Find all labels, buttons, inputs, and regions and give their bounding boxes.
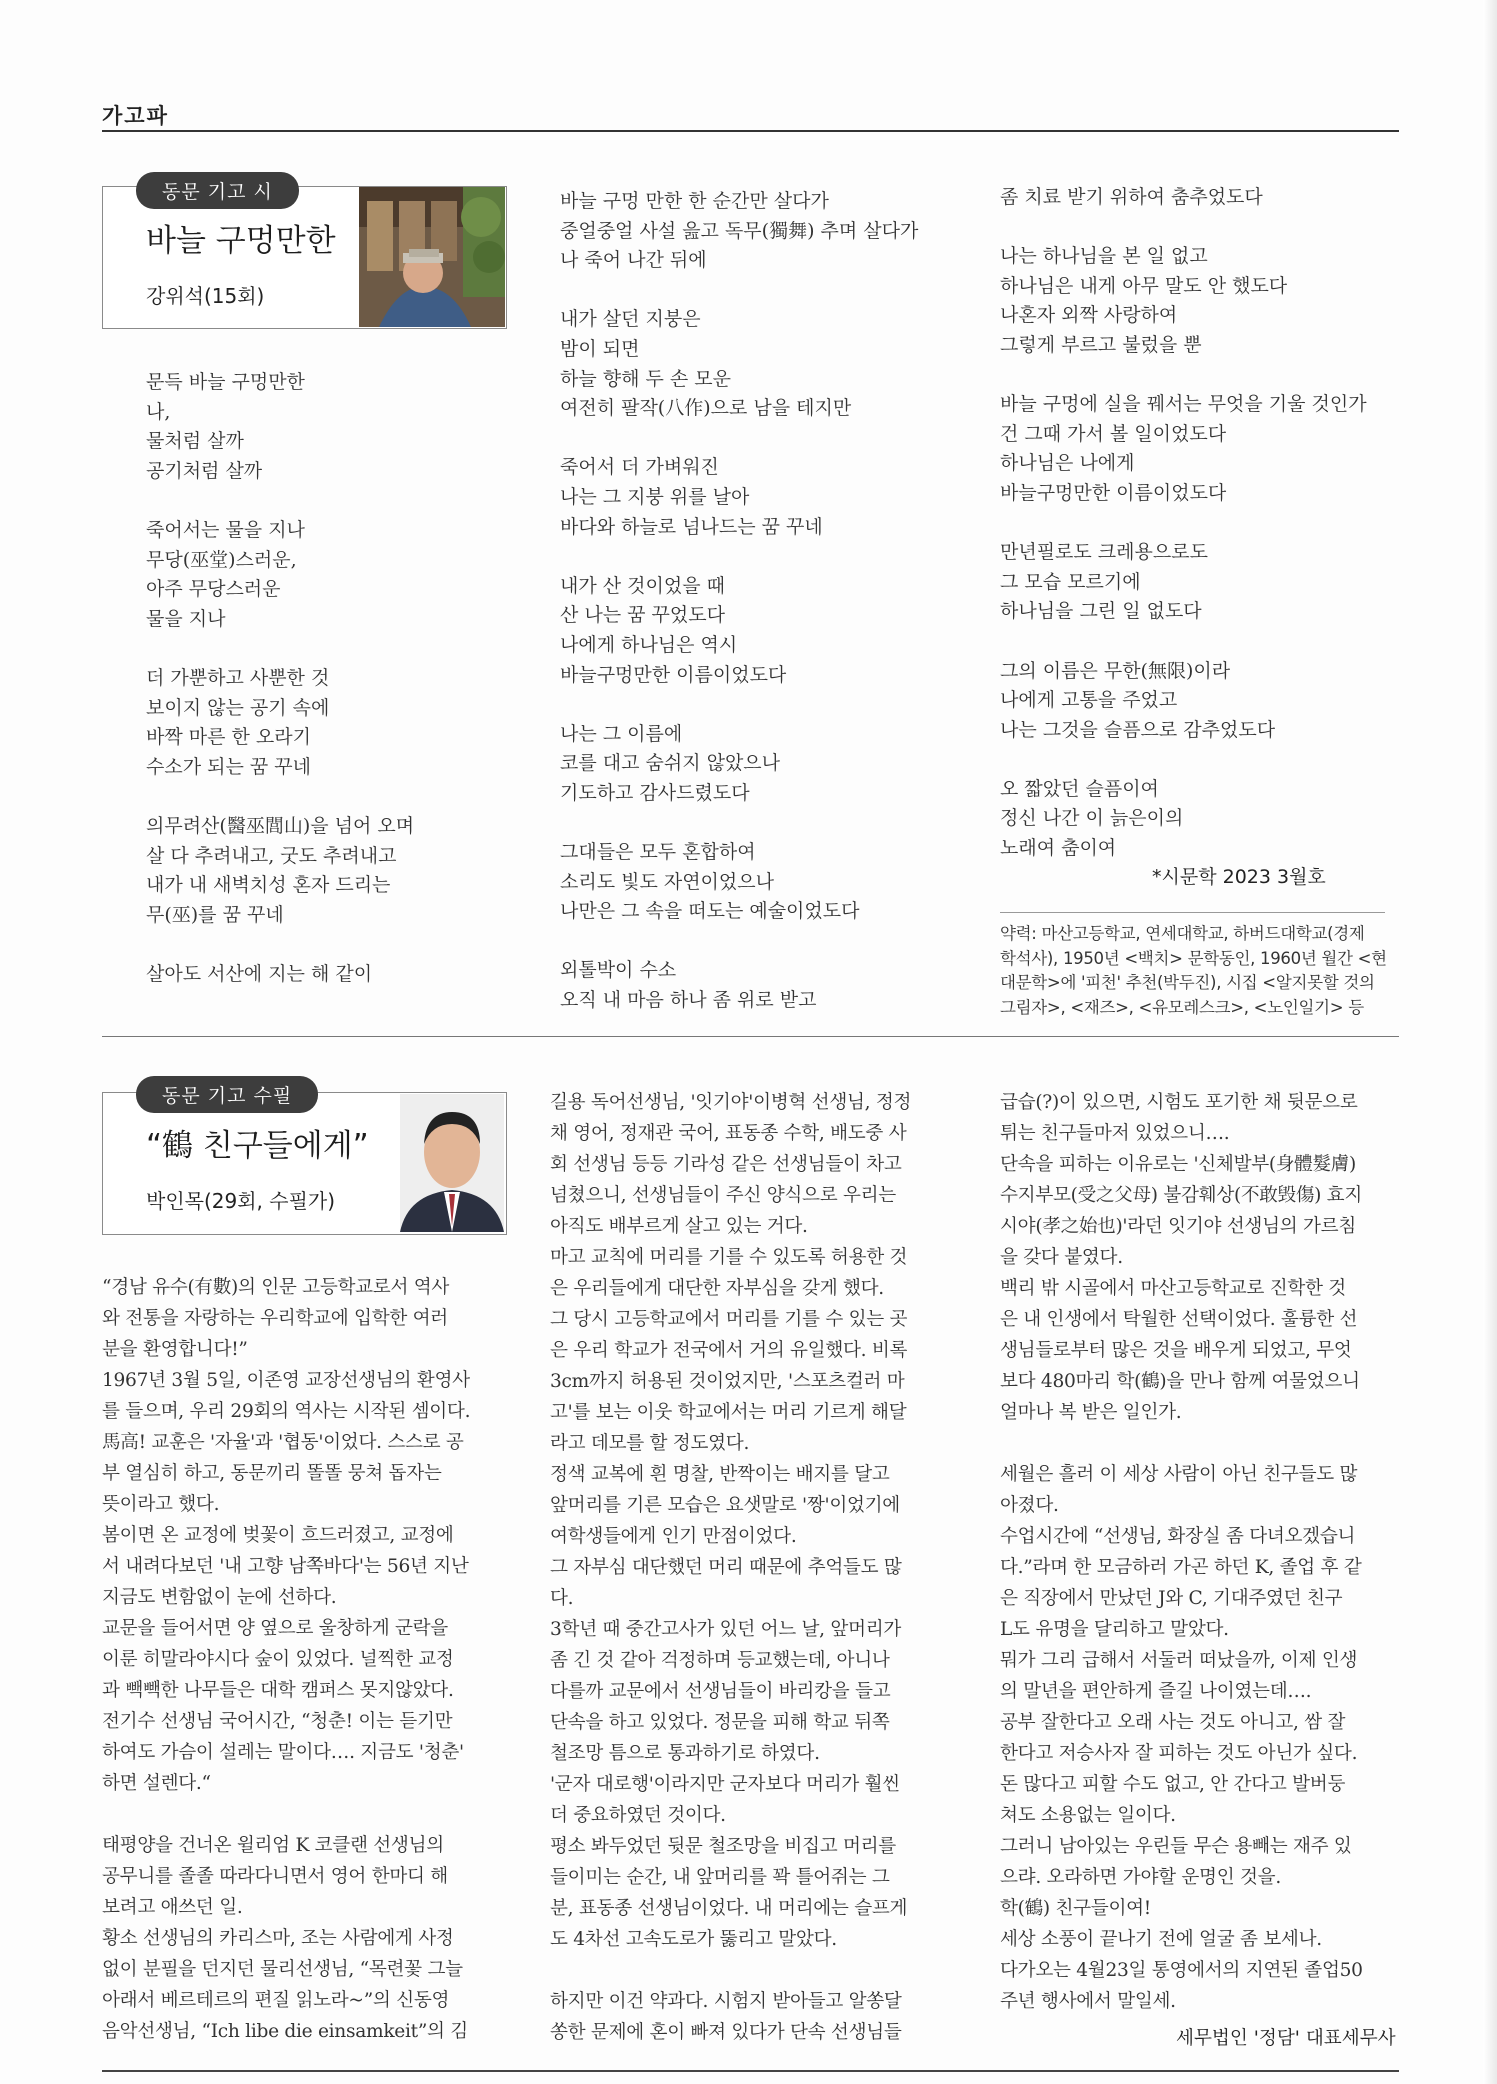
stanza-break bbox=[560, 424, 918, 454]
essay-line: 채 영어, 정재관 국어, 표동종 수학, 배도중 사 bbox=[550, 1123, 907, 1144]
poem-line: 바늘구멍만한 이름이었도다 bbox=[560, 663, 787, 686]
essay-line: 이룬 히말라야시다 숲이 있었다. 널찍한 교정 bbox=[102, 1649, 454, 1670]
essay-line: 馬高! 교훈은 '자율'과 '협동'이었다. 스스로 공 bbox=[102, 1432, 464, 1453]
page-edge-shadow bbox=[1483, 0, 1497, 2084]
author-portrait-image bbox=[400, 1094, 504, 1232]
poem-line: 나, bbox=[146, 400, 171, 423]
stanza-break bbox=[1000, 745, 1367, 775]
poem-line: 산 나는 꿈 꾸었도다 bbox=[560, 604, 725, 627]
essay-line: 은 우리들에게 대단한 자부심을 갖게 했다. bbox=[550, 1278, 884, 1299]
essay-line: 와 전통을 자랑하는 우리학교에 입학한 여러 bbox=[102, 1308, 448, 1329]
poem-line: 나는 그것을 슬픔으로 감추었도다 bbox=[1000, 718, 1276, 741]
poem-line: 그렇게 부르고 불렀을 뿐 bbox=[1000, 333, 1202, 356]
section-divider bbox=[102, 1036, 1399, 1037]
essay-line: 의 말년을 편안하게 즐길 나이였는데…. bbox=[1000, 1681, 1312, 1702]
essay-line: 지금도 변함없이 눈에 선하다. bbox=[102, 1587, 337, 1608]
essay-line: 도 4차선 고속도로가 뚫리고 말았다. bbox=[550, 1929, 837, 1950]
essay-line: 평소 봐두었던 뒷문 철조망을 비집고 머리를 bbox=[550, 1836, 896, 1857]
poem-line: 나에게 고통을 주었고 bbox=[1000, 689, 1178, 712]
stanza-break bbox=[550, 1955, 911, 1986]
essay-line: 마고 교칙에 머리를 기를 수 있도록 허용한 것 bbox=[550, 1247, 908, 1268]
stanza-break bbox=[1000, 1428, 1363, 1459]
poem-line: 좀 치료 받기 위하여 춤추었도다 bbox=[1000, 186, 1263, 208]
section-label: 가고파 bbox=[102, 104, 169, 128]
essay-line: 하지만 이건 약과다. 시험지 받아들고 알쏭달 bbox=[550, 1991, 902, 2012]
essay-line: '군자 대로행'이라지만 군자보다 머리가 훨씬 bbox=[550, 1774, 900, 1795]
poem-line: 내가 살던 지붕은 bbox=[560, 308, 701, 331]
essay-line: 분을 환영합니다!” bbox=[102, 1339, 248, 1360]
essay-line: 하여도 가슴이 설레는 말이다…. 지금도 '청춘' bbox=[102, 1742, 464, 1763]
essay-column-2 bbox=[550, 1087, 911, 2048]
stanza-break bbox=[560, 927, 918, 957]
stanza-break bbox=[146, 782, 414, 812]
essay-line: 한다고 저승사자 잘 피하는 것도 아닌가 싶다. bbox=[1000, 1743, 1358, 1764]
essay-line: 들이미는 순간, 내 앞머리를 꽉 틀어쥐는 그 bbox=[550, 1867, 890, 1888]
essay-line: 정색 교복에 흰 명찰, 반짝이는 배지를 달고 bbox=[550, 1464, 890, 1485]
essay-line: 공부 잘한다고 오래 사는 것도 아니고, 쌈 잘 bbox=[1000, 1712, 1346, 1733]
essay-line: 을 갖다 붙였다. bbox=[1000, 1247, 1123, 1268]
stanza-break bbox=[146, 486, 414, 516]
essay-line: 부 열심히 하고, 동문끼리 똘똘 뭉쳐 돕자는 bbox=[102, 1463, 442, 1484]
essay-line: 돈 많다고 피할 수도 없고, 안 간다고 발버둥 bbox=[1000, 1774, 1346, 1795]
stanza-break bbox=[1000, 361, 1367, 391]
essay-line: 철조망 틈으로 통과하기로 하였다. bbox=[550, 1743, 820, 1764]
essay-line: 그 당시 고등학교에서 머리를 기를 수 있는 곳 bbox=[550, 1309, 908, 1330]
essay-line: 여학생들에게 인기 만점이었다. bbox=[550, 1526, 797, 1547]
poem-line: 외톨박이 수소 bbox=[560, 959, 677, 982]
bio-divider bbox=[1000, 912, 1385, 913]
poem-line: 바짝 마른 한 오라기 bbox=[146, 726, 311, 749]
poem-line: 살아도 서산에 지는 해 같이 bbox=[146, 962, 373, 985]
poem-line: 나는 그 이름에 bbox=[560, 722, 683, 745]
poem-line: 바다와 하늘로 넘나드는 꿈 꾸네 bbox=[560, 515, 823, 538]
poem-line: 중얼중얼 사설 읊고 독무(獨舞) 추며 살다가 bbox=[560, 219, 919, 242]
poem-author-photo bbox=[359, 187, 505, 327]
essay-line: 단속을 하고 있었다. 정문을 피해 학교 뒤쪽 bbox=[550, 1712, 890, 1733]
poem-line: 나혼자 외짝 사랑하여 bbox=[1000, 304, 1178, 327]
essay-line: 회 선생님 등등 기라성 같은 선생님들이 차고 bbox=[550, 1154, 902, 1175]
poem-line: 오 짧았던 슬픔이여 bbox=[1000, 777, 1159, 800]
poem-line: 죽어서 더 가벼워진 bbox=[560, 456, 719, 479]
bio-line: 그림자>, <재즈>, <유모레스크>, <노인일기> 등 bbox=[1000, 997, 1364, 1017]
poem-line: 소리도 빛도 자연이었으나 bbox=[560, 870, 774, 893]
essay-line: 은 우리 학교가 전국에서 거의 유일했다. 비록 bbox=[550, 1340, 908, 1361]
bio-line: 학석사), 1950년 <백치> 문학동인, 1960년 월간 <현 bbox=[1000, 948, 1387, 968]
essay-line: 황소 선생님의 카리스마, 조는 사람에게 사정 bbox=[102, 1928, 454, 1949]
essay-line: 학(鶴) 친구들이여! bbox=[1000, 1898, 1151, 1919]
essay-line: 하면 설렌다.“ bbox=[102, 1773, 211, 1794]
essay-line: 태평양을 건너온 윌리엄 K 코클랜 선생님의 bbox=[102, 1835, 444, 1856]
poem-line: 하나님은 나에게 bbox=[1000, 452, 1135, 475]
stanza-break bbox=[560, 542, 918, 572]
essay-author-photo bbox=[400, 1094, 504, 1232]
essay-column-1 bbox=[102, 1272, 470, 2047]
essay-line: 음악선생님, “Ich libe die einsamkeit”의 김 bbox=[102, 2021, 468, 2042]
poem-line: 그 모습 모르기에 bbox=[1000, 570, 1141, 593]
essay-line: 공무니를 졸졸 따라다니면서 영어 한마디 해 bbox=[102, 1866, 448, 1887]
poem-line: 나는 그 지붕 위를 날아 bbox=[560, 485, 750, 508]
poem-line: 나 죽어 나간 뒤에 bbox=[560, 249, 707, 272]
essay-line: 더 중요하였던 것이다. bbox=[550, 1805, 726, 1826]
essay-line: 길용 독어선생님, '잇기야'이병혁 선생님, 정정 bbox=[550, 1092, 912, 1113]
poem-line: 내가 내 새벽치성 혼자 드리는 bbox=[146, 874, 391, 897]
poem-line: 나에게 하나님은 역시 bbox=[560, 633, 738, 656]
essay-line: 없이 분필을 던지던 물리선생님, “목련꽃 그늘 bbox=[102, 1959, 463, 1980]
poem-line: 무(巫)를 꿈 꾸네 bbox=[146, 903, 284, 926]
poem-line: 아주 무당스러운 bbox=[146, 578, 281, 601]
essay-signature: 세무법인 '정담' 대표세무사 bbox=[1176, 2028, 1396, 2049]
poem-line: 코를 대고 숨쉬지 않았으나 bbox=[560, 752, 781, 775]
poem-title: 바늘 구멍만한 bbox=[146, 223, 336, 259]
poem-line: 그의 이름은 무한(無限)이라 bbox=[1000, 659, 1231, 682]
essay-line: 그러니 남아있는 우린들 무슨 용빼는 재주 있 bbox=[1000, 1836, 1352, 1857]
poem-line: 오직 내 마음 하나 좀 위로 받고 bbox=[560, 989, 817, 1012]
essay-line: 를 들으며, 우리 29회의 역사는 시작된 셈이다. bbox=[102, 1401, 471, 1422]
poem-line: 물을 지나 bbox=[146, 607, 226, 630]
essay-line: L도 유명을 달리하고 말았다. bbox=[1000, 1619, 1229, 1640]
bio-line: 약력: 마산고등학교, 연세대학교, 하버드대학교(경제 bbox=[1000, 924, 1365, 943]
poem-source: *시문학 2023 3월호 bbox=[1152, 866, 1326, 888]
essay-line: 튀는 친구들마저 있었으니…. bbox=[1000, 1123, 1230, 1144]
poem-line: 바늘구멍만한 이름이었도다 bbox=[1000, 481, 1227, 504]
stanza-break bbox=[560, 808, 918, 838]
poem-line: 하늘 향해 두 손 모운 bbox=[560, 367, 731, 390]
essay-line: 뜻이라고 했다. bbox=[102, 1494, 220, 1515]
poem-line: 기도하고 감사드렸도다 bbox=[560, 781, 750, 804]
essay-line: 서 내려다보던 '내 고향 남쪽바다'는 56년 지난 bbox=[102, 1556, 469, 1577]
essay-column-3 bbox=[1000, 1087, 1363, 2017]
essay-line: 라고 데모를 할 정도였다. bbox=[550, 1433, 750, 1454]
poem-line: 수소가 되는 꿈 꾸네 bbox=[146, 755, 311, 778]
poem-line: 보이지 않는 공기 속에 bbox=[146, 696, 330, 719]
essay-line: 쏭한 문제에 혼이 빠져 있다가 단속 선생님들 bbox=[550, 2022, 902, 2043]
poem-line: 무당(巫堂)스러운, bbox=[146, 548, 297, 571]
essay-category-tag: 동문 기고 수필 bbox=[136, 1076, 318, 1113]
essay-line: 수지부모(受之父母) 불감훼상(不敢毁傷) 효지 bbox=[1000, 1185, 1363, 1206]
essay-line: 봄이면 온 교정에 벚꽃이 흐드러졌고, 교정에 bbox=[102, 1525, 454, 1546]
essay-line: 아직도 배부르게 살고 있는 거다. bbox=[550, 1216, 808, 1237]
essay-line: 세월은 흘러 이 세상 사람이 아닌 친구들도 많 bbox=[1000, 1464, 1358, 1485]
essay-line: 고'를 보는 이웃 학교에서는 머리 기르게 해달 bbox=[550, 1402, 907, 1423]
essay-line: 보려고 애쓰던 일. bbox=[102, 1897, 243, 1918]
poem-line: 바늘 구멍 만한 한 순간만 살다가 bbox=[560, 190, 829, 212]
essay-line: 다.”라며 한 모금하러 가곤 하던 K, 졸업 후 같 bbox=[1000, 1557, 1362, 1578]
essay-line: 수업시간에 “선생님, 화장실 좀 다녀오겠습니 bbox=[1000, 1526, 1356, 1547]
poem-line: 만년필로도 크레용으로도 bbox=[1000, 541, 1208, 564]
essay-author: 박인목(29회, 수필가) bbox=[146, 1189, 336, 1213]
essay-line: 보다 480마리 학(鶴)을 만나 함께 여물었으니 bbox=[1000, 1371, 1360, 1392]
poem-line: 의무려산(醫巫閭山)을 넘어 오며 bbox=[146, 814, 415, 837]
poem-line: 건 그때 가서 볼 일이었도다 bbox=[1000, 422, 1227, 445]
essay-line: 분, 표동종 선생님이었다. 내 머리에는 슬프게 bbox=[550, 1898, 908, 1919]
poem-author: 강위석(15회) bbox=[146, 284, 265, 308]
stanza-break bbox=[1000, 213, 1367, 243]
poem-column-1 bbox=[146, 368, 414, 989]
footer-rule bbox=[102, 2070, 1399, 2072]
essay-line: 3학년 때 중간고사가 있던 어느 날, 앞머리가 bbox=[550, 1619, 902, 1640]
poem-line: 정신 나간 이 늙은이의 bbox=[1000, 807, 1184, 830]
poem-category-tag: 동문 기고 시 bbox=[136, 172, 299, 209]
bio-line: 대문학>에 '피천' 추천(박두진), 시집 <알지못할 것의 bbox=[1000, 973, 1375, 992]
stanza-break bbox=[102, 1799, 470, 1830]
essay-line: 은 직장에서 만났던 J와 C, 기대주였던 친구 bbox=[1000, 1588, 1343, 1609]
essay-line: 교문을 들어서면 양 옆으로 울창하게 군락을 bbox=[102, 1618, 448, 1639]
poem-line: 죽어서는 물을 지나 bbox=[146, 518, 305, 541]
essay-line: 그 자부심 대단했던 머리 때문에 추억들도 많 bbox=[550, 1557, 902, 1578]
essay-line: 생님들로부터 많은 것을 배우게 되었고, 무엇 bbox=[1000, 1340, 1352, 1361]
essay-line: 아래서 베르테르의 편질 읽노라~”의 신동영 bbox=[102, 1990, 450, 2011]
essay-line: 앞머리를 기른 모습은 요샛말로 '짱'이었기에 bbox=[550, 1495, 900, 1516]
essay-line: 급습(?)이 있으면, 시험도 포기한 채 뒷문으로 bbox=[1000, 1092, 1358, 1113]
poem-line: 밤이 되면 bbox=[560, 337, 640, 360]
poem-line: 나는 하나님을 본 일 없고 bbox=[1000, 245, 1208, 268]
poem-column-3 bbox=[1000, 183, 1367, 864]
poem-line: 더 가뿐하고 사뿐한 것 bbox=[146, 666, 330, 689]
header-rule bbox=[102, 130, 1399, 132]
essay-line: 얼마나 복 받은 일인가. bbox=[1000, 1402, 1182, 1423]
essay-line: “경남 유수(有數)의 인문 고등학교로서 역사 bbox=[102, 1277, 450, 1298]
poem-line: 노래여 춤이여 bbox=[1000, 837, 1117, 860]
author-portrait-image bbox=[359, 187, 505, 327]
essay-line: 뭐가 그리 급해서 서둘러 떠났을까, 이제 인생 bbox=[1000, 1650, 1358, 1671]
essay-line: 1967년 3월 5일, 이존영 교장선생님의 환영사 bbox=[102, 1370, 470, 1391]
poem-line: 나만은 그 속을 떠도는 예술이었도다 bbox=[560, 900, 860, 923]
essay-line: 3cm까지 허용된 것이었지만, '스포츠컬러 마 bbox=[550, 1371, 905, 1392]
essay-line: 다를까 교문에서 선생님들이 바리캉을 들고 bbox=[550, 1681, 891, 1702]
stanza-break bbox=[146, 930, 414, 960]
essay-line: 으랴. 오라하면 가야할 운명인 것을. bbox=[1000, 1867, 1281, 1888]
essay-line: 단속을 피하는 이유로는 '신체발부(身體髮膚) bbox=[1000, 1154, 1356, 1175]
essay-line: 넘쳤으니, 선생님들이 주신 양식으로 우리는 bbox=[550, 1185, 896, 1206]
poem-line: 공기처럼 살까 bbox=[146, 459, 263, 482]
essay-line: 은 내 인생에서 탁월한 선택이었다. 훌륭한 선 bbox=[1000, 1309, 1358, 1330]
poem-column-2 bbox=[560, 187, 918, 1016]
stanza-break bbox=[1000, 627, 1367, 657]
essay-line: 전기수 선생님 국어시간, “청춘! 이는 듣기만 bbox=[102, 1711, 453, 1732]
essay-line: 백리 밖 시골에서 마산고등학교로 진학한 것 bbox=[1000, 1278, 1346, 1299]
stanza-break bbox=[146, 634, 414, 664]
poem-line: 물처럼 살까 bbox=[146, 430, 244, 453]
stanza-break bbox=[560, 690, 918, 720]
poem-line: 그대들은 모두 혼합하여 bbox=[560, 841, 756, 864]
essay-title: “鶴 친구들에게” bbox=[146, 1128, 369, 1164]
essay-line: 세상 소풍이 끝나기 전에 얼굴 좀 보세나. bbox=[1000, 1929, 1322, 1950]
poem-line: 여전히 팔작(八作)으로 남을 테지만 bbox=[560, 397, 852, 420]
poem-line: 하나님은 내게 아무 말도 안 했도다 bbox=[1000, 274, 1288, 297]
poem-line: 내가 산 것이었을 때 bbox=[560, 574, 725, 597]
stanza-break bbox=[1000, 509, 1367, 539]
essay-line: 다. bbox=[550, 1588, 574, 1609]
essay-line: 아졌다. bbox=[1000, 1495, 1059, 1516]
poem-line: 바늘 구멍에 실을 꿰서는 무엇을 기울 것인가 bbox=[1000, 393, 1367, 416]
essay-line: 쳐도 소용없는 일이다. bbox=[1000, 1805, 1176, 1826]
poem-line: 살 다 추려내고, 굿도 추려내고 bbox=[146, 844, 397, 867]
essay-line: 과 빽빽한 나무들은 대학 캠퍼스 못지않았다. bbox=[102, 1680, 454, 1701]
poem-line: 문득 바늘 구멍만한 bbox=[146, 371, 305, 393]
stanza-break bbox=[560, 276, 918, 306]
essay-line: 좀 긴 것 같아 걱정하며 등교했는데, 아니나 bbox=[550, 1650, 890, 1671]
poem-line: 하나님을 그린 일 없도다 bbox=[1000, 600, 1202, 623]
essay-line: 다가오는 4월23일 통영에서의 지연된 졸업50 bbox=[1000, 1960, 1363, 1981]
essay-line: 시야(孝之始也)'라던 잇기야 선생님의 가르침 bbox=[1000, 1216, 1356, 1237]
poem-author-bio bbox=[1000, 922, 1387, 1020]
essay-line: 주년 행사에서 말일세. bbox=[1000, 1991, 1176, 2012]
